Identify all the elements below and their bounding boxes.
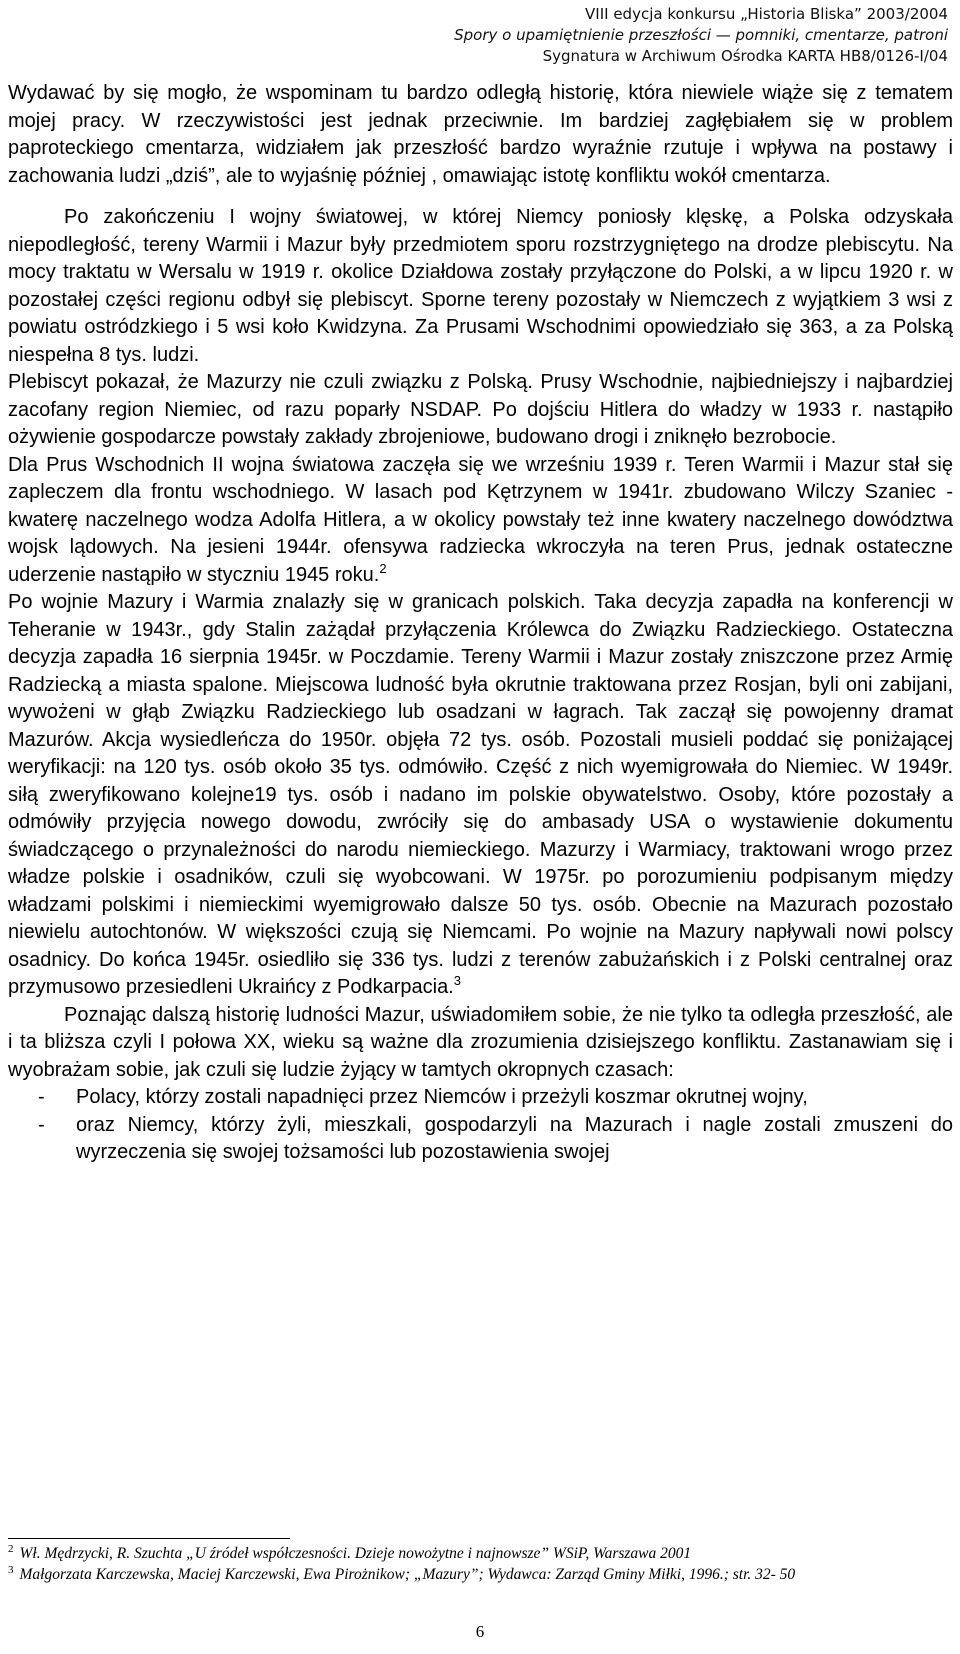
list-dash: - (38, 1113, 45, 1136)
footnote-2-number: 2 (8, 1543, 14, 1555)
header-signature-line: Sygnatura w Archiwum Ośrodka KARTA HB8/0126-I/04 (542, 47, 948, 65)
footnote-3-text: Małgorzata Karczewska, Maciej Karczewski, Ewa Pirożnikow; „Mazury”; Wydawca: Zarząd Gminy Miłki, 1996.; str. 32- 50 (19, 1566, 796, 1583)
paragraph-plebiscite-background: Po zakończeniu I wojny światowej, w której Niemcy poniosły klęskę, a Polska odzyskała niepodległość, tereny Warmii i Mazur były przedmiotem sporu rozstrzygniętego na drodze plebiscytu. Na mocy traktatu w Wersalu w 1919 r. okolice Działdowa zostały przyłączone do Polski, a w lipcu 1920 r. w pozostałej części regionu odbył się plebiscyt. Sporne tereny pozostały w Niemczech z wyjątkiem 3 wsi z powiatu ostródzkiego i 5 wsi koło Kwidzyna. Za Prusami Wschodnimi opowiedziało się 363, a za Polską niespełna 8 tys. ludzi. (8, 206, 953, 366)
paragraph-plebiscite-result: Plebiscyt pokazał, że Mazurzy nie czuli związku z Polską. Prusy Wschodnie, najbiedniejszy i najbardziej zacofany region Niemiec, od razu poparły NSDAP. Po dojściu Hitlera do władzy w 1933 r. nastąpiło ożywienie gospodarcze powstały zakłady zbrojeniowe, budowano drogi i zniknęło bezrobocie. (8, 371, 953, 448)
document-body (8, 80, 953, 1167)
footnote-2 (8, 1543, 953, 1564)
paragraph-reflection: Poznając dalszą historię ludności Mazur, uświadomiłem sobie, że nie tylko ta odległa przeszłość, ale i ta bliższa czyli I połowa XX, wieku są ważne dla zrozumienia dzisiejszego konfliktu. Zastanawiam się i wyobrażam sobie, jak czuli się ludzie żyjący w tamtych okropnych czasach: (8, 1003, 953, 1081)
header-contest-line: VIII edycja konkursu „Historia Bliska” 2003/2004 (585, 5, 948, 23)
document-header (454, 4, 948, 67)
footnote-2-text: Wł. Mędrzycki, R. Szuchta „U źródeł współczesności. Dzieje nowożytne i najnowsze” WSiP, Warszawa 2001 (19, 1545, 692, 1562)
list-item (8, 1112, 953, 1167)
page-number: 6 (475, 1622, 485, 1641)
paragraph-ww2-text: Dla Prus Wschodnich II wojna światowa zaczęła się we wrześniu 1939 r. Teren Warmii i Mazur stał się zapleczem dla frontu wschodniego. W lasach pod Kętrzynem w 1941r. zbudowano Wilczy Szaniec - kwaterę naczelnego wodza Adolfa Hitlera, a w okolicy powstały też inne kwatery naczelnego dowództwa wojsk lądowych. Na jesieni 1944r. ofensywa radziecka wkroczyła na teren Prus, jednak ostateczne uderzenie nastąpiło w styczniu 1945 roku. (8, 453, 953, 586)
list-item (8, 1084, 953, 1112)
paragraph-ww2 (8, 452, 953, 590)
footnotes (8, 1543, 953, 1585)
footnote-3-number: 3 (8, 1564, 14, 1576)
reflection-list (8, 1084, 953, 1167)
list-dash: - (38, 1086, 45, 1108)
footnote-ref-2: 2 (379, 560, 387, 576)
paragraph-postwar-text: Po wojnie Mazury i Warmia znalazły się w granicach polskich. Taka decyzja zapadła na konferencji w Teheranie w 1943r., gdy Stalin zażądał przyłączenia Królewca do Związku Radzieckiego. Ostateczna decyzja zapadła 16 sierpnia 1945r. w Poczdamie. Tereny Warmii i Mazur zostały zniszczone przez Armię Radziecką a miasta spalone. Miejscowa ludność była okrutnie traktowana przez Rosjan, byli oni zabijani, wywożeni w głąb Związku Radzieckiego lub osadzani w łagrach. Tak zaczął się powojenny dramat Mazurów. Akcja wysiedleńcza do 1950r. objęła 72 tys. osób. Pozostali musieli poddać się poniżającej weryfikacji: na 120 tys. osób około 35 tys. odmówiło. Część z nich wyemigrowała do Niemiec. W 1949r. siłą zweryfikowano kolejne19 tys. osób i nadano im polskie obywatelstwo. Osoby, które pozostały a odmówiły przyjęcia nowego dowodu, zwróciły się do ambasady USA o wystawienie dokumentu świadczącego o przynależności do narodu niemieckiego. Mazurzy i Warmiacy, traktowani wrogo przez władze polskie i osadników, czuli się wyobcowani. W 1975r. po porozumieniu podpisanym między władzami polskimi i niemieckimi wyemigrowało dalsze 50 tys. osób. Obecnie na Mazurach pozostało niewielu autochtonów. W większości czują się Niemcami. Po wojnie na Mazury napływali nowi polscy osadnicy. Do końca 1945r. osiedliło się 336 tys. ludzi z terenów zabużańskich i z Polski centralnej oraz przymusowo przesiedleni Ukraińcy z Podkarpacia. (8, 591, 953, 998)
header-topic-line: Spory o upamiętnienie przeszłości — pomniki, cmentarze, patroni (454, 26, 948, 44)
paragraph-intro: Wydawać by się mogło, że wspominam tu bardzo odległą historię, która niewiele wiąże się z tematem mojej pracy. W rzeczywistości jest jednak przeciwnie. Im bardziej zagłębiałem się w problem paproteckiego cmentarza, widziałem jak przeszłość bardzo wyraźnie rzutuje i wpływa na postawy i zachowania ludzi „dziś”, ale to wyjaśnię później , omawiając istotę konfliktu wokół cmentarza. (8, 82, 953, 187)
footnote-ref-3: 3 (453, 973, 461, 988)
list-item-text: Polacy, którzy zostali napadnięci przez Niemców i przeżyli koszmar okrutnej wojny, (76, 1086, 808, 1108)
paragraph-postwar (8, 589, 953, 1002)
footnote-3 (8, 1564, 953, 1585)
footnote-separator (8, 1538, 290, 1539)
list-item-text: oraz Niemcy, którzy żyli, mieszkali, gospodarzyli na Mazurach i nagle zostali zmuszeni do wyrzeczenia się swojej tożsamości lub pozostawienia swojej (76, 1113, 953, 1163)
